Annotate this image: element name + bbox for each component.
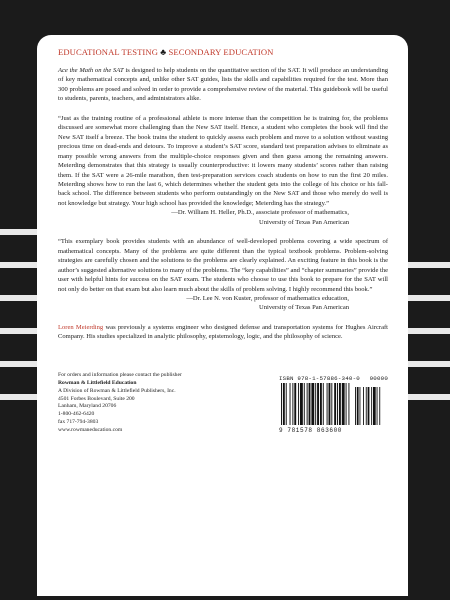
barcode-bar: [298, 383, 299, 425]
left-stripe: [0, 328, 37, 334]
reviewer-affiliation: University of Texas Pan American: [259, 304, 349, 312]
barcode-bar: [337, 383, 338, 425]
barcode-bar: [339, 383, 341, 425]
author-name: Loren Meierding: [58, 323, 104, 331]
publisher-contact-line: For orders and information please contact the publisher: [58, 371, 182, 378]
bio-text: was previously a systems engineer who designed defense and transportation systems for Hughes Aircraft Company. His studies specialized in analytic philosophy, epistemology, logic, and the philosophy of science.: [58, 323, 388, 341]
barcode-bar: [323, 383, 324, 425]
addon-barcode-bar: [377, 387, 378, 425]
barcode-block: [279, 374, 389, 436]
barcode-bar: [327, 383, 328, 425]
right-stripe: [408, 328, 450, 334]
reviewer-name: —Dr. Lee N. von Kuster, professor of mathematics education,: [186, 294, 349, 302]
publisher-city: Lanham, Maryland 20706: [58, 403, 117, 410]
barcode-bar: [346, 383, 347, 425]
barcode-bar: [309, 383, 311, 425]
barcode-bar: [281, 383, 282, 425]
barcode-bar: [348, 383, 349, 425]
footer: [58, 372, 388, 436]
barcode-bar: [304, 383, 305, 425]
category-right: SECONDARY EDUCATION: [168, 47, 274, 57]
barcode-bar: [331, 383, 332, 425]
isbn-number: ISBN 978-1-57886-340-0: [279, 374, 360, 382]
left-stripe: [0, 361, 37, 367]
publisher-name: Rowman & Littlefield Education: [58, 379, 137, 386]
right-stripe: [408, 295, 450, 301]
right-stripe: [408, 262, 450, 268]
publisher-division: A Division of Rowman & Littlefield Publishers, Inc.: [58, 387, 176, 394]
publisher-website[interactable]: www.rowmaneducation.com: [58, 427, 123, 434]
publisher-phone: 1-800-462-6420: [58, 411, 95, 418]
intro-text: is designed to help students on the quantitative section of the SAT. It will produce an understanding of key mathematical concepts and, unlike other SAT guides, lists the skills and capabilities required for the test. More than 300 problems are posed and solved in order to provide a comprehensive review of the material. This guidebook will be useful to students, parents, teachers, and administrators alike.: [58, 67, 388, 103]
right-stripe: [408, 361, 450, 367]
publisher-info: [58, 372, 182, 436]
price-code: 90000: [369, 374, 389, 382]
barcode-bar: [334, 383, 336, 425]
barcode-bar: [286, 383, 287, 425]
addon-barcode-bar: [373, 387, 376, 425]
barcode-bar: [329, 383, 331, 425]
isbn-text: [279, 374, 389, 382]
reviewer-affiliation: University of Texas Pan American: [259, 218, 349, 226]
club-icon: ♣: [160, 47, 167, 57]
addon-barcode-bar: [363, 387, 364, 425]
barcode-bar: [300, 383, 303, 425]
barcode-bar: [290, 383, 291, 425]
barcode-bar: [342, 383, 345, 425]
addon-barcode-bar: [355, 387, 356, 425]
category-header: [58, 47, 388, 57]
category-left: EDUCATIONAL TESTING: [58, 47, 159, 57]
barcode-bar: [320, 383, 322, 425]
reviewer-name: —Dr. William H. Heller, Ph.D., associate professor of mathematics,: [171, 209, 349, 217]
addon-barcode-bar: [368, 387, 370, 425]
review-attribution-1: [58, 208, 388, 227]
intro-paragraph: [58, 66, 388, 104]
barcode-bar: [317, 383, 319, 425]
review-quote-1: “Just as the training routine of a professional athlete is more intense than the competition he is training for, the problems discussed are somewhat more challenging than the New SAT itself. Hence, a student who completes the book will find the New SAT itself a breeze. The book trains the student to quickly assess each problem and move to a solution without wasting precious time on dead-ends and detours. To improve a student’s SAT score, standard test preparation advises to eliminate as many possible wrong answers from the multiple-choice responses given and then guess among the remaining answers. Meierding demonstrates that this strategy is usually counterproductive: it lowers many students’ scores rather than raising them. If the SAT were a 26-mile marathon, then test-preparation services coach students on how to run the first 20 miles. Meierding shows how to run the last 6, which determines whether the student gets into the college of his choice or his fall-back school. The difference between students who perform outstandingly on the New SAT and those who merely do well is not knowledge but strategy. Your high school has provided the knowledge; Meierding has the strategy.”: [58, 114, 388, 207]
author-bio: [58, 323, 388, 342]
left-stripe: [0, 262, 37, 268]
left-stripe: [0, 229, 37, 235]
barcode-bar: [292, 383, 293, 425]
barcode-bar: [283, 383, 285, 425]
right-stripe: [408, 394, 450, 400]
publisher-fax: fax 717-794-3803: [58, 419, 99, 426]
addon-barcode-bar: [360, 387, 361, 425]
barcode-bar: [294, 383, 296, 425]
book-title: Ace the Math on the SAT: [58, 67, 124, 74]
barcode-bar: [307, 383, 308, 425]
addon-barcode-bar: [379, 387, 380, 425]
addon-barcode-bar: [371, 387, 372, 425]
review-attribution-2: [58, 294, 388, 313]
left-stripe: [0, 394, 37, 400]
ean-digits: 9 781578 863600: [279, 426, 343, 434]
left-stripe: [0, 295, 37, 301]
publisher-address: 4501 Forbes Boulevard, Suite 200: [58, 395, 135, 402]
back-cover-panel: [37, 35, 408, 596]
barcode-bar: [315, 383, 316, 425]
barcode-bar: [311, 383, 314, 425]
barcode-icon: [279, 383, 382, 427]
addon-barcode-bar: [357, 387, 359, 425]
review-quote-2: “This exemplary book provides students with an abundance of well-developed problems covering a wide spectrum of mathematical concepts. Many of the problems are quite different than the typical textbook problems. Problem-solving strategies are carefully chosen and the solutions to the problems are clearly explained. An exciting feature in this book is the author’s suggested alternative solutions to many of the problems. The “key capabilities” and “chapter summaries” provide the user with helpful hints for success on the SAT exam. The students who choose to use this book to prepare for the SAT will not only do better on that exam but also learn much about the skills of problem solving. I highly recommend this book.”: [58, 238, 388, 293]
addon-barcode-bar: [366, 387, 367, 425]
